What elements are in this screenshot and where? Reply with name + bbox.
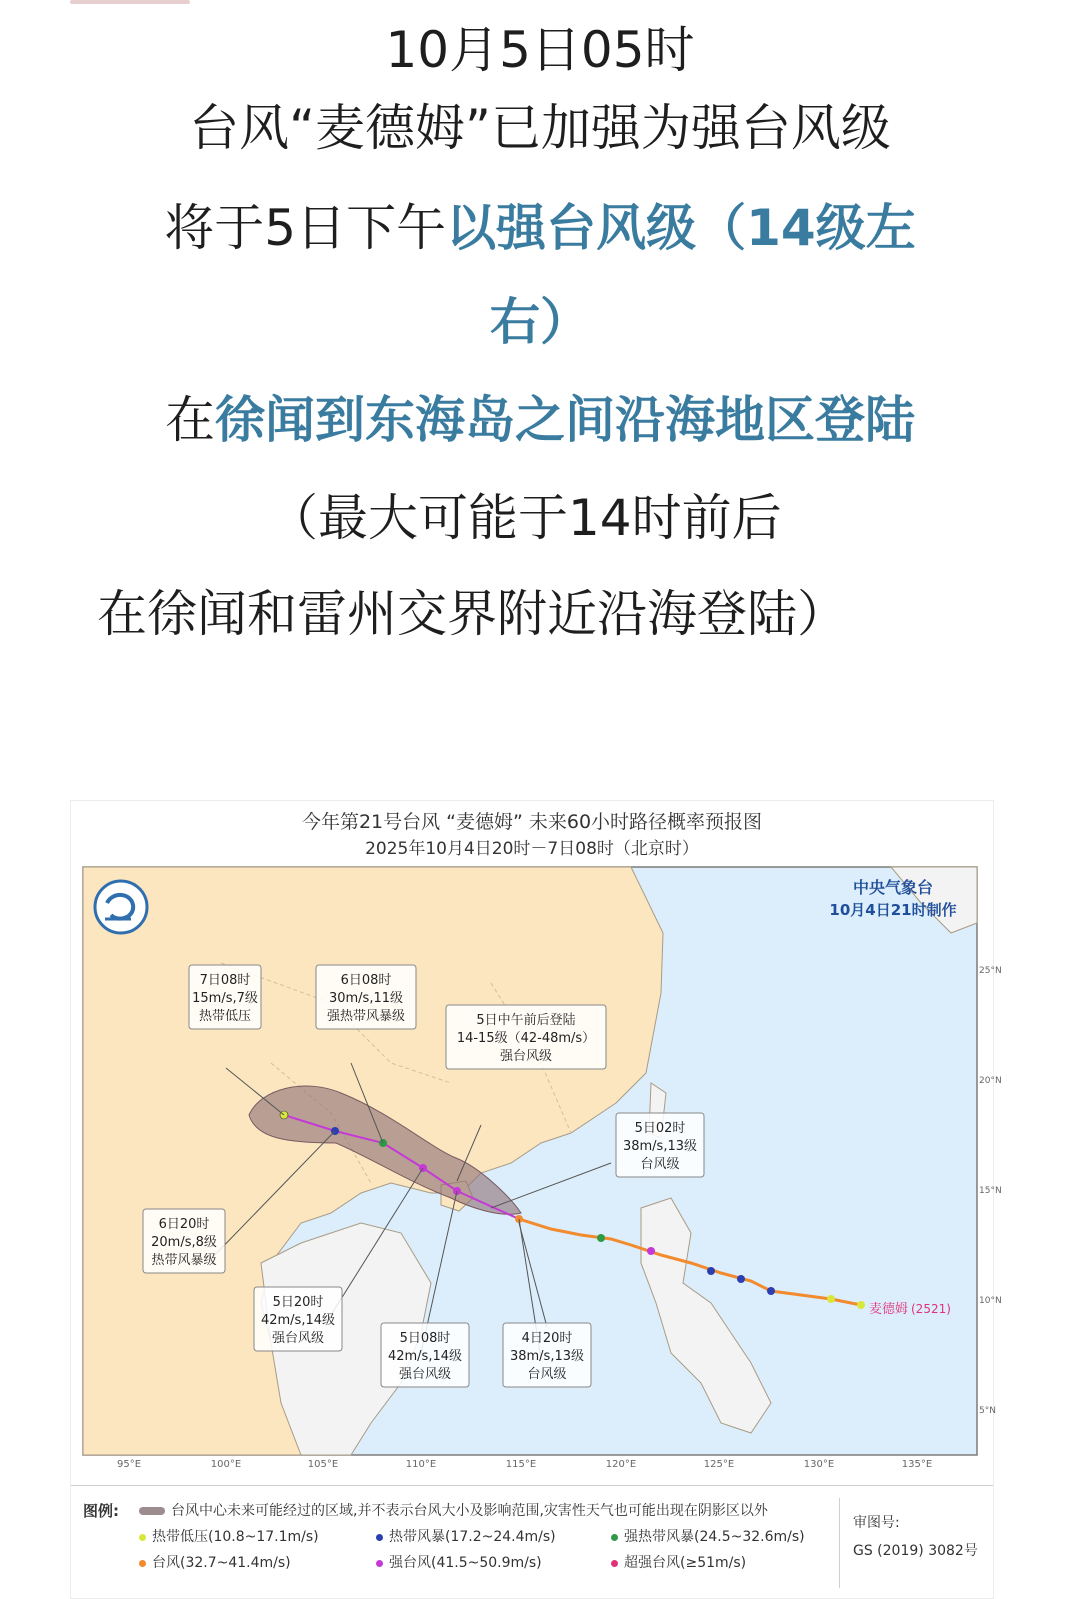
annotation-6d20 bbox=[143, 1209, 225, 1273]
annotation-5d02 bbox=[616, 1113, 704, 1177]
annotation-5noon-speed: 14-15级（42-48m/s） bbox=[456, 1031, 596, 1046]
lon-tick-100: 100°E bbox=[210, 1459, 242, 1470]
annotation-6d08-class: 强热带风暴级 bbox=[326, 1009, 406, 1024]
lon-tick-labels bbox=[117, 1459, 932, 1470]
headline-upgrade: 台风“麦德姆”已加强为强台风级 bbox=[189, 99, 891, 157]
headline-area-highlight: 徐闻到东海岛之间沿海地区登陆 bbox=[215, 391, 915, 449]
map-review-number: GS (2019) 3082号 bbox=[853, 1543, 978, 1559]
headline-landfall-prefix: 将于5日下午 bbox=[164, 199, 447, 257]
legend-dot-4 bbox=[376, 1560, 383, 1567]
point-past-4 bbox=[737, 1275, 745, 1283]
legend-cone-row bbox=[139, 1500, 768, 1520]
annotation-4d20 bbox=[503, 1323, 591, 1387]
annotation-5d08 bbox=[381, 1323, 469, 1387]
annotation-6d08-speed: 30m/s,11级 bbox=[328, 991, 404, 1006]
lon-tick-95: 95°E bbox=[116, 1459, 142, 1470]
lat-tick-20: 20°N bbox=[979, 1076, 1002, 1086]
lon-tick-125: 125°E bbox=[703, 1459, 735, 1470]
agency-name: 中央气象台 bbox=[852, 878, 934, 897]
typhoon-forecast-map-figure bbox=[70, 800, 1002, 1599]
legend-label-4: 强台风(41.5~50.9m/s) bbox=[389, 1555, 542, 1571]
annotation-6d20-class: 热带风暴级 bbox=[151, 1253, 217, 1268]
lon-tick-130: 130°E bbox=[803, 1459, 835, 1470]
legend-item-5 bbox=[611, 1552, 746, 1572]
annotation-5noon-class: 强台风级 bbox=[499, 1049, 553, 1064]
legend-label-1: 热带风暴(17.2~24.4m/s) bbox=[389, 1529, 556, 1545]
point-past-7 bbox=[857, 1301, 865, 1309]
point-past-5 bbox=[767, 1287, 775, 1295]
annotation-5d20-class: 强台风级 bbox=[271, 1331, 325, 1346]
legend-label-0: 热带低压(10.8~17.1m/s) bbox=[152, 1529, 319, 1545]
legend-cone-text: 台风中心未来可能经过的区域,并不表示台风大小及影响范围,灾害性天气也可能出现在阴影区以外 bbox=[171, 1503, 768, 1519]
lat-tick-labels bbox=[979, 966, 1002, 1416]
annotation-7d08-time: 7日08时 bbox=[199, 973, 251, 988]
annotation-4d20-time: 4日20时 bbox=[521, 1331, 573, 1346]
annotation-5d02-speed: 38m/s,13级 bbox=[622, 1139, 698, 1154]
legend-item-0 bbox=[139, 1526, 319, 1546]
annotation-5d02-time: 5日02时 bbox=[634, 1121, 686, 1136]
headline-area-prefix: 在 bbox=[165, 391, 215, 449]
legend-dot-0 bbox=[139, 1534, 146, 1541]
legend-title: 图例: bbox=[83, 1502, 119, 1520]
annotation-5noon bbox=[446, 1005, 606, 1069]
point-past-3 bbox=[707, 1267, 715, 1275]
headline-landfall-time: （最大可能于14时前后 bbox=[268, 489, 782, 547]
cone-swatch bbox=[139, 1507, 165, 1515]
legend-item-3 bbox=[139, 1552, 291, 1572]
typhoon-track-map bbox=[71, 863, 1002, 1483]
annotation-5d20-time: 5日20时 bbox=[272, 1295, 324, 1310]
lon-tick-105: 105°E bbox=[307, 1459, 339, 1470]
top-edge-bar bbox=[70, 0, 190, 4]
headline-highlight-tail: 右） bbox=[490, 293, 590, 351]
legend-dot-3 bbox=[139, 1560, 146, 1567]
cma-logo bbox=[95, 881, 147, 933]
legend-label-3: 台风(32.7~41.4m/s) bbox=[152, 1555, 291, 1571]
lon-tick-135: 135°E bbox=[901, 1459, 933, 1470]
legend-item-1 bbox=[376, 1526, 556, 1546]
storm-code-label: (2521) bbox=[911, 1302, 951, 1316]
legend-dot-1 bbox=[376, 1534, 383, 1541]
annotation-7d08 bbox=[189, 965, 261, 1029]
point-past-2 bbox=[647, 1247, 655, 1255]
legend-dot-5 bbox=[611, 1560, 618, 1567]
agency-made-time: 10月4日21时制作 bbox=[829, 901, 957, 919]
lat-tick-25: 25°N bbox=[979, 966, 1002, 976]
annotation-6d20-time: 6日20时 bbox=[158, 1217, 210, 1232]
legend-label-5: 超强台风(≥51m/s) bbox=[624, 1555, 747, 1571]
point-past-6 bbox=[827, 1295, 835, 1303]
legend-item-4 bbox=[376, 1552, 542, 1572]
annotation-5d02-class: 台风级 bbox=[640, 1157, 680, 1172]
annotation-6d08 bbox=[316, 965, 416, 1029]
headline-landfall-area bbox=[0, 390, 1080, 450]
legend-label-2: 强热带风暴(24.5~32.6m/s) bbox=[624, 1529, 805, 1545]
point-past-1 bbox=[597, 1234, 605, 1242]
headline-landfall-place: 在徐闻和雷州交界附近沿海登陆） bbox=[97, 585, 847, 643]
annotation-7d08-class: 热带低压 bbox=[198, 1009, 252, 1024]
legend-item-2 bbox=[611, 1526, 805, 1546]
lat-tick-15: 15°N bbox=[979, 1186, 1002, 1196]
annotation-5d08-speed: 42m/s,14级 bbox=[387, 1349, 463, 1364]
storm-name-label: 麦德姆 bbox=[869, 1302, 909, 1317]
lon-tick-115: 115°E bbox=[505, 1459, 537, 1470]
annotation-5d08-time: 5日08时 bbox=[399, 1331, 451, 1346]
annotation-5d08-class: 强台风级 bbox=[398, 1367, 452, 1382]
annotation-5noon-time: 5日中午前后登陆 bbox=[476, 1013, 576, 1028]
lat-tick-10: 10°N bbox=[979, 1296, 1002, 1306]
annotation-6d20-speed: 20m/s,8级 bbox=[151, 1235, 217, 1250]
headline-landfall-highlight-cont bbox=[0, 292, 1080, 352]
annotation-5d20 bbox=[254, 1287, 342, 1351]
headline-landfall-intensity bbox=[0, 198, 1080, 258]
annotation-4d20-speed: 38m/s,13级 bbox=[509, 1349, 585, 1364]
headline-time: 10月5日05时 bbox=[385, 21, 695, 79]
annotation-4d20-class: 台风级 bbox=[527, 1367, 567, 1382]
annotation-6d08-time: 6日08时 bbox=[340, 973, 392, 988]
map-legend bbox=[71, 1485, 993, 1599]
legend-dot-2 bbox=[611, 1534, 618, 1541]
headline-landfall-highlight: 以强台风级（14级左 bbox=[446, 199, 916, 257]
legend-divider bbox=[839, 1498, 840, 1588]
map-subtitle: 2025年10月4日20时－7日08时（北京时） bbox=[365, 839, 699, 859]
annotation-5d20-speed: 42m/s,14级 bbox=[260, 1313, 336, 1328]
lat-tick-5: 5°N bbox=[979, 1406, 996, 1416]
lon-tick-120: 120°E bbox=[605, 1459, 637, 1470]
map-review-label: 审图号: bbox=[853, 1515, 900, 1531]
map-title: 今年第21号台风 “麦德姆” 未来60小时路径概率预报图 bbox=[301, 811, 763, 833]
annotation-7d08-speed: 15m/s,7级 bbox=[192, 991, 258, 1006]
lon-tick-110: 110°E bbox=[405, 1459, 437, 1470]
